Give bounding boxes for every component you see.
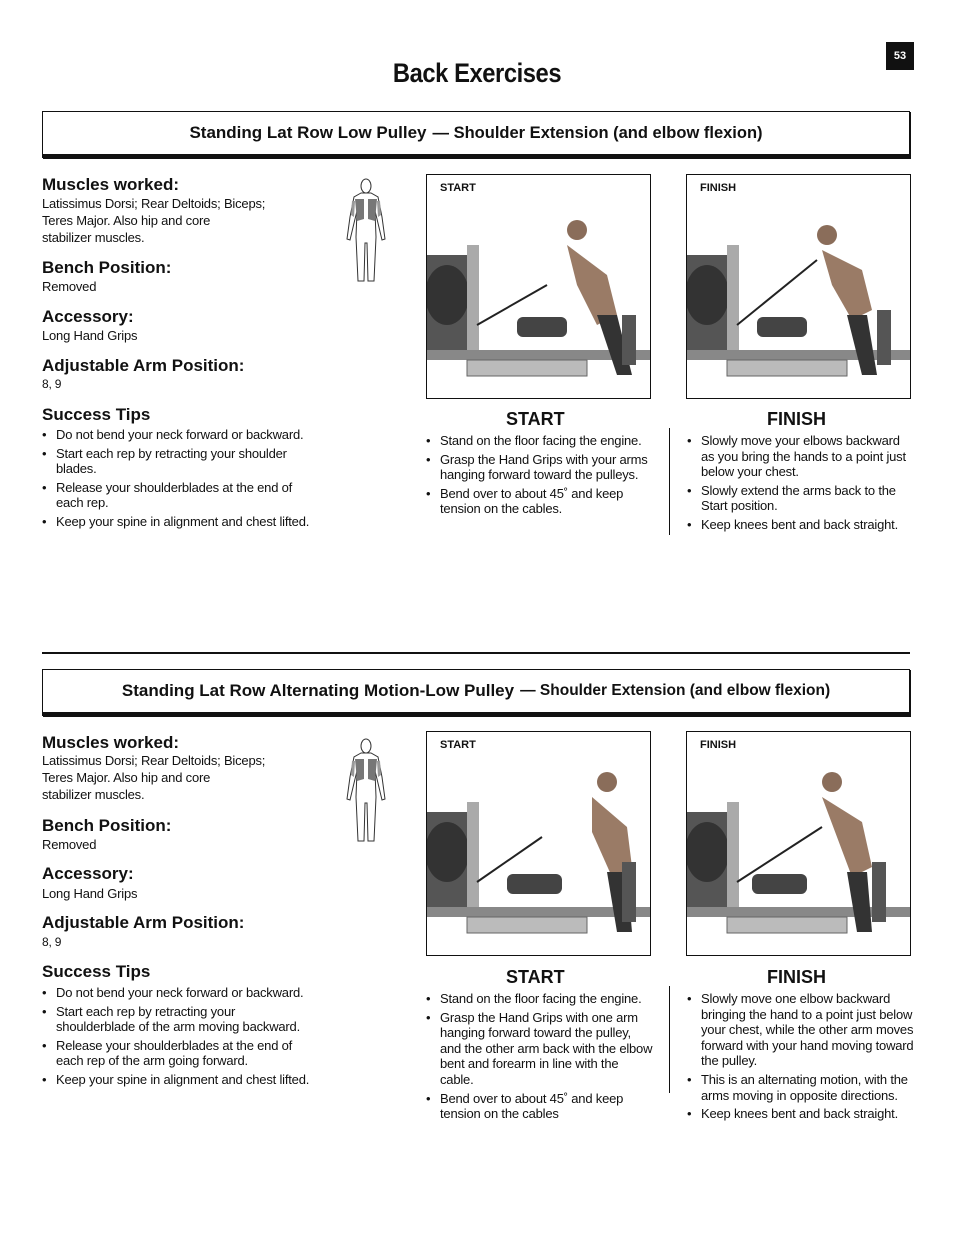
list-item: • Bend over to about 45˚ and keep tension on the cables. xyxy=(426,486,654,517)
list-item: • Slowly move one elbow backward bringing the hand to a point just below your chest, while the other arm moves forward with your hand moving toward the pulley. xyxy=(687,991,917,1069)
list-item: • Slowly move your elbows backward as you bring the hands to a point just below your chest. xyxy=(687,433,915,480)
list-item: • This is an alternating motion, with the arms moving in opposite directions. xyxy=(687,1072,917,1103)
list-item: • Release your shoulderblades at the end of each rep of the arm going forward. xyxy=(42,1038,310,1069)
muscle-diagram-icon xyxy=(342,737,390,849)
bench-value: Removed xyxy=(42,279,97,294)
bench-label: Bench Position: xyxy=(42,258,172,277)
start-photo xyxy=(426,731,651,956)
muscles-label: Muscles worked: xyxy=(42,175,179,194)
start-steps-list xyxy=(426,991,654,1125)
success-tips-list xyxy=(42,985,310,1091)
finish-photo xyxy=(686,731,911,956)
start-heading: START xyxy=(506,409,565,429)
exercise-header-2 xyxy=(42,669,910,716)
list-item: • Keep knees bent and back straight. xyxy=(687,517,915,533)
arm-position-label: Adjustable Arm Position: xyxy=(42,356,245,375)
photo-caption: FINISH xyxy=(700,182,737,194)
success-tips-list xyxy=(42,427,310,533)
accessory-value: Long Hand Grips xyxy=(42,328,138,343)
arm-position-value: 8, 9 xyxy=(42,935,62,949)
list-item: • Bend over to about 45˚ and keep tension on the cables xyxy=(426,1091,654,1122)
finish-heading: FINISH xyxy=(767,967,827,987)
accessory-value: Long Hand Grips xyxy=(42,886,138,901)
page-number: 53 xyxy=(886,42,914,70)
bench-value: Removed xyxy=(42,837,97,852)
accessory-label: Accessory: xyxy=(42,307,134,326)
muscles-text: Latissimus Dorsi; Rear Deltoids; Biceps; Teres Major. Also hip and core stabilizer muscles. xyxy=(42,196,266,245)
photo-caption: START xyxy=(440,182,476,194)
success-tips-label: Success Tips xyxy=(42,962,151,981)
list-item: • Do not bend your neck forward or backward. xyxy=(42,427,310,443)
exercise-name: Standing Lat Row Alternating Motion-Low Pulley xyxy=(121,681,515,700)
exercise-subtitle: — Shoulder Extension (and elbow flexion) xyxy=(432,123,763,142)
list-item: • Release your shoulderblades at the end of each rep. xyxy=(42,480,310,511)
finish-heading: FINISH xyxy=(767,409,827,429)
photo-caption: START xyxy=(440,739,476,751)
column-divider xyxy=(669,428,670,535)
success-tips-label: Success Tips xyxy=(42,405,151,424)
list-item: • Keep knees bent and back straight. xyxy=(687,1106,917,1122)
column-divider xyxy=(669,986,670,1093)
muscles-text: Latissimus Dorsi; Rear Deltoids; Biceps; Teres Major. Also hip and core stabilizer muscles. xyxy=(42,753,266,802)
list-item: • Start each rep by retracting your shoulder blades. xyxy=(42,446,310,477)
muscles-label: Muscles worked: xyxy=(42,733,179,752)
list-item: • Slowly extend the arms back to the Start position. xyxy=(687,483,915,514)
list-item: • Do not bend your neck forward or backward. xyxy=(42,985,310,1001)
bench-label: Bench Position: xyxy=(42,816,172,835)
start-heading: START xyxy=(506,967,565,987)
arm-position-value: 8, 9 xyxy=(42,377,62,391)
arm-position-label: Adjustable Arm Position: xyxy=(42,913,245,932)
exercise-name: Standing Lat Row Low Pulley xyxy=(189,123,427,142)
page-title: Back Exercises xyxy=(392,58,562,88)
list-item: • Stand on the floor facing the engine. xyxy=(426,991,654,1007)
list-item: • Grasp the Hand Grips with one arm hanging forward toward the pulley, and the other arm back with the elbow bent and forearm in line with the cable. xyxy=(426,1010,654,1088)
exercise-header-1 xyxy=(42,111,910,158)
list-item: • Stand on the floor facing the engine. xyxy=(426,433,654,449)
muscle-diagram-icon xyxy=(342,177,390,289)
section-divider xyxy=(42,652,910,654)
finish-steps-list xyxy=(687,991,917,1125)
list-item: • Start each rep by retracting your shoulderblade of the arm moving backward. xyxy=(42,1004,310,1035)
finish-steps-list xyxy=(687,433,915,536)
photo-caption: FINISH xyxy=(700,739,737,751)
list-item: • Grasp the Hand Grips with your arms hanging forward toward the pulleys. xyxy=(426,452,654,483)
exercise-subtitle: — Shoulder Extension (and elbow flexion) xyxy=(520,682,831,699)
start-photo xyxy=(426,174,651,399)
finish-photo xyxy=(686,174,911,399)
list-item: • Keep your spine in alignment and chest lifted. xyxy=(42,514,310,530)
accessory-label: Accessory: xyxy=(42,864,134,883)
list-item: • Keep your spine in alignment and chest lifted. xyxy=(42,1072,310,1088)
start-steps-list xyxy=(426,433,654,520)
